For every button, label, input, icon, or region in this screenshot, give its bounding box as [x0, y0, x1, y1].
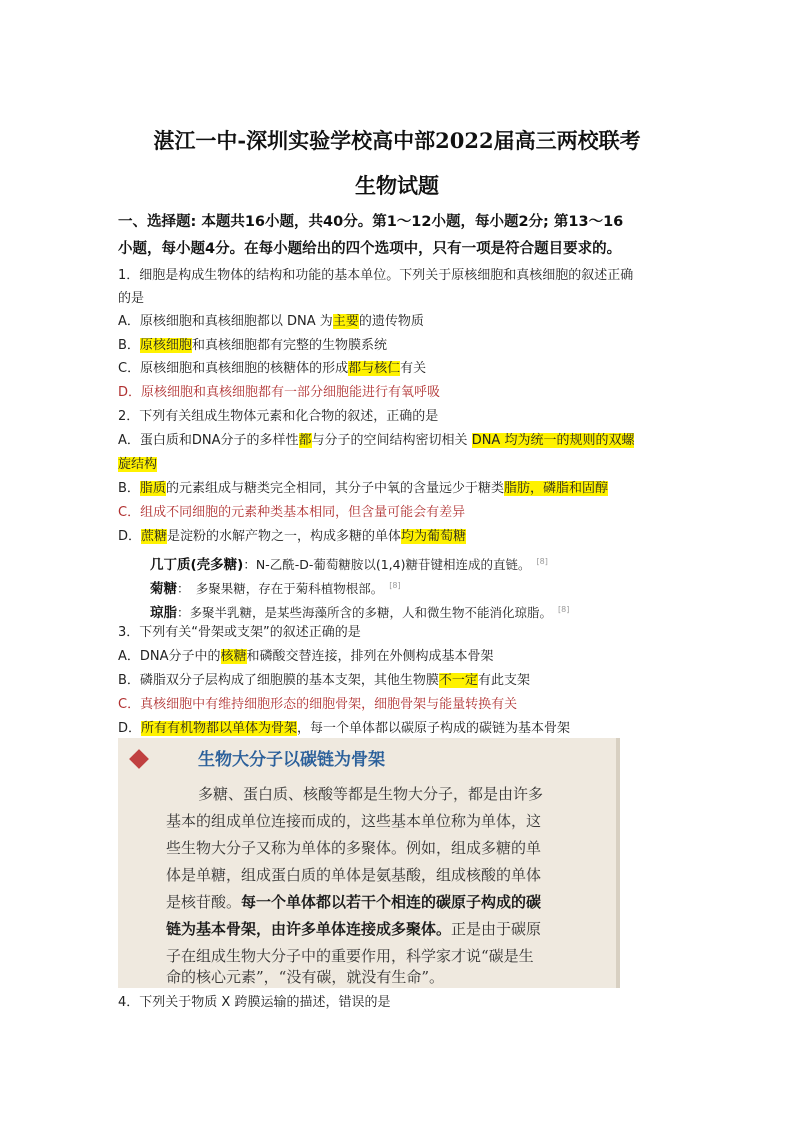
q3-option-d: [118, 720, 570, 738]
textbook-line-5-text: 是核苷酸。: [166, 893, 242, 911]
q1-c-text: C．原核细胞和真核细胞的核糖体的形成: [118, 361, 349, 376]
q3-a-highlight: 核糖: [220, 649, 247, 664]
q4-stem: 4．下列关于物质 X 跨膜运输的描述，错误的是: [118, 995, 391, 1010]
note-agar: [150, 601, 569, 622]
q3-b-highlight: 不一定: [438, 673, 478, 688]
textbook-line-2: 基本的组成单位连接而成的，这些基本单位称为单体，这: [166, 812, 542, 830]
section-heading-line2: 小题，每小题4分。在每小题给出的四个选项中，只有一项是符合题目要求的。: [118, 241, 622, 257]
q1-option-a: [118, 313, 424, 331]
q2-b-label: B．: [118, 481, 140, 496]
q2-b-highlight-2: 脂肪，磷脂和固醇: [503, 481, 608, 496]
q3-a-text: A．DNA分子中的: [118, 649, 221, 664]
q3-stem: 3．下列有关“骨架或支架”的叙述正确的是: [118, 625, 361, 640]
note-inulin: [150, 577, 401, 598]
scan-edge: [616, 738, 620, 988]
q1-option-c: [118, 360, 426, 378]
q2-option-a: [118, 432, 634, 450]
q1-b-label: B．: [118, 338, 140, 353]
textbook-line-1: 多糖、蛋白质、核酸等都是生物大分子，都是由许多: [198, 785, 544, 803]
q3-option-c: C．真核细胞中有维持细胞形态的细胞骨架，细胞骨架与能量转换有关: [118, 697, 518, 712]
q1-option-b: [118, 337, 387, 355]
q1-option-d: D．原核细胞和真核细胞都有一部分细胞能进行有氧呼吸: [118, 385, 441, 400]
textbook-title: 生物大分子以碳链为骨架: [198, 750, 385, 770]
q1-a-highlight: 主要: [332, 314, 359, 329]
textbook-line-7: 子在组成生物大分子中的重要作用，科学家才说“碳是生: [166, 947, 534, 965]
q3-b-text: B．磷脂双分子层构成了细胞膜的基本支架，其他生物膜: [118, 673, 439, 688]
note-inulin-ref: [8]: [389, 581, 401, 590]
note-chitin-text: ：N-乙酰-D-葡萄糖胺以(1,4)糖苷键相连成的直链。: [243, 557, 531, 573]
section-heading-line1: 一、选择题: 本题共16小题，共40分。第1～12小题，每小题2分; 第13～16: [118, 214, 624, 230]
q1-a-text-end: 的遗传物质: [358, 314, 424, 329]
textbook-line-6-bold: 链为基本骨架，由许多单体连接成多聚体。: [166, 920, 452, 938]
q2-d-highlight-1: 蔗糖: [141, 529, 168, 544]
q1-c-text-end: 有关: [400, 361, 427, 376]
textbook-excerpt-image: [118, 738, 620, 988]
q2-a-highlight-3: 旋结构: [118, 457, 158, 472]
note-chitin-term: 几丁质(壳多糖): [150, 557, 244, 574]
q2-stem: 2．下列有关组成生物体元素和化合物的叙述，正确的是: [118, 409, 439, 424]
q3-b-text-end: 有此支架: [477, 673, 530, 688]
textbook-line-3: 些生物大分子又称为单体的多聚体。例如，组成多糖的单: [166, 839, 542, 857]
textbook-line-6: [166, 918, 541, 939]
note-inulin-term: 菊糖: [150, 581, 177, 598]
q3-option-b: [118, 672, 530, 690]
exam-subtitle: 生物试题: [355, 173, 439, 198]
note-agar-term: 琼脂: [150, 605, 177, 622]
q1-a-text: A．原核细胞和真核细胞都以 DNA 为: [118, 314, 333, 329]
note-inulin-text: ： 多聚果糖，存在于菊科植物根部。: [177, 581, 384, 597]
textbook-line-8: 命的核心元素”，“没有碳，就没有生命”。: [166, 968, 445, 986]
q2-b-highlight-1: 脂质: [139, 481, 166, 496]
textbook-line-5-bold: 每一个单体都以若干个相连的碳原子构成的碳: [241, 893, 542, 911]
q2-d-label: D．: [118, 529, 142, 544]
note-agar-text: ：多聚半乳糖，是某些海藻所含的多糖，人和微生物不能消化琼脂。: [177, 605, 553, 621]
q2-d-text: 是淀粉的水解产物之一，构成多糖的单体: [167, 529, 402, 544]
q2-option-b: [118, 480, 608, 498]
q2-d-highlight-2: 均为葡萄糖: [401, 529, 467, 544]
q2-a-highlight-2: DNA 均为统一的规则的双螺: [471, 433, 635, 448]
q3-d-highlight: 所有有机物都以单体为骨架: [141, 721, 298, 736]
q3-option-a: [118, 648, 494, 666]
exam-title: 湛江一中-深圳实验学校高中部2022届高三两校联考: [153, 128, 641, 153]
note-chitin: [150, 553, 548, 574]
textbook-line-4: 体是单糖，组成蛋白质的单体是氨基酸，组成核酸的单体: [166, 866, 542, 884]
q1-c-highlight: 都与核仁: [348, 361, 401, 376]
q3-a-text-end: 和磷酸交替连接，排列在外侧构成基本骨架: [246, 649, 494, 664]
q3-d-label: D．: [118, 721, 142, 736]
q2-a-text: A．蛋白质和DNA分子的多样性: [118, 433, 299, 448]
q2-option-c: C．组成不同细胞的元素种类基本相同，但含量可能会有差异: [118, 505, 466, 520]
note-chitin-ref: [8]: [536, 557, 548, 566]
textbook-line-5: [166, 891, 541, 912]
section-marker-icon: [129, 749, 149, 769]
q1-stem-line1: 1．细胞是构成生物体的结构和功能的基本单位。下列关于原核细胞和真核细胞的叙述正确: [118, 268, 634, 283]
q2-a-highlight-1: 都: [298, 433, 312, 448]
note-agar-ref: [8]: [558, 605, 570, 614]
q2-a-text-mid: 与分子的空间结构密切相关: [311, 433, 472, 448]
q3-d-text: ，每一个单体都以碳原子构成的碳链为基本骨架: [297, 721, 571, 736]
q1-stem-line2: 的是: [118, 291, 145, 306]
q2-option-a-cont: [118, 456, 157, 474]
q1-b-text: 和真核细胞都有完整的生物膜系统: [191, 338, 387, 353]
textbook-line-6-text: 正是由于碳原: [451, 920, 542, 938]
q2-option-d: [118, 528, 466, 546]
q1-b-highlight: 原核细胞: [139, 338, 192, 353]
q2-b-text: 的元素组成与糖类完全相同，其分子中氧的含量远少于糖类: [165, 481, 504, 496]
